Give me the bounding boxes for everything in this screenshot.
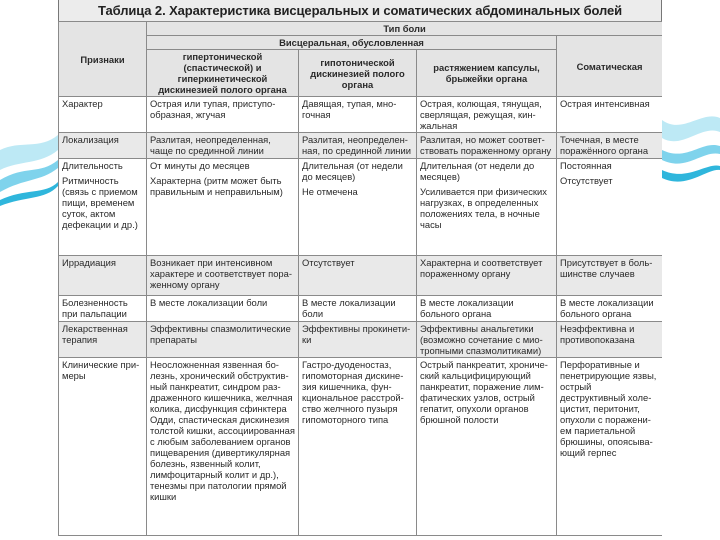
table-cell: Присутствует в большинстве случаев bbox=[557, 256, 663, 296]
swoosh-decoration-left bbox=[0, 0, 58, 540]
cell-duration: Постоянная bbox=[560, 160, 612, 171]
table-cell: Давящая, тупая, многочная bbox=[299, 97, 417, 133]
table-row bbox=[59, 159, 663, 256]
table-cell: Острая или тупая, приступообразная, жгучая bbox=[147, 97, 299, 133]
table-cell: В месте локализации больного органа bbox=[417, 296, 557, 322]
table-row bbox=[59, 97, 663, 133]
table-row bbox=[59, 256, 663, 296]
header-col-hypotonic: гипотонической дискинезией полого органа bbox=[299, 50, 417, 97]
table-cell: Гастро-дуоденостаз, гипомоторная дискинезия кишечника, функциональное расстройство желчного пузыря гипомоторного типа bbox=[299, 358, 417, 536]
table-cell: Эффективны анальгетики (возможно сочетание с миотропными спазмолитиками) bbox=[417, 322, 557, 358]
cell-duration: Длительная (от недели до месяцев) bbox=[420, 160, 535, 182]
header-somatic: Соматическая bbox=[557, 36, 663, 97]
table-cell: Острый панкреатит, хронический кальцифицирующий панкреатит, поражение лимфатических узлов, острый гепатит, опухоли органов брюшной полости bbox=[417, 358, 557, 536]
cell-rhythm: Характерна (ритм может быть правильным и неправильным) bbox=[150, 175, 283, 197]
row-feature: Характер bbox=[59, 97, 147, 133]
row-feature-rhythm: Ритмичность (связь с приемом пищи, временем суток, актом дефекации и др.) bbox=[62, 175, 138, 230]
swoosh-decoration-right bbox=[662, 0, 720, 540]
table-cell bbox=[147, 159, 299, 256]
table-title: Таблица 2. Характеристика висцеральных и соматических абдоминальных болей bbox=[58, 0, 662, 21]
row-feature bbox=[59, 159, 147, 256]
row-feature: Иррадиация bbox=[59, 256, 147, 296]
cell-rhythm: Отсутствует bbox=[560, 175, 613, 186]
table-cell: Перфоративные и пенетрирующие язвы, острый деструктивный холецистит, перитонит, опухоли с поражением париетальной брюшины, опоясывающий герпес bbox=[557, 358, 663, 536]
table-cell: Острая интенсивная bbox=[557, 97, 663, 133]
table-cell: Разлитая, неопределенная, чаще по срединной линии bbox=[147, 133, 299, 159]
table-row bbox=[59, 322, 663, 358]
table-cell bbox=[417, 159, 557, 256]
table-cell: Неосложненная язвенная болезнь, хронический обструктивный панкреатит, синдром раздраженного кишечника, желчная колика, дисфункция сфинктера Одди, спастическая дискинезия толстой кишки, ассоциированная с любым заболеванием органов пищеварения (дивертикулярная болезнь, язвенный колит, лимфоцитарный колит и др.), тенезмы при патологии прямой кишки bbox=[147, 358, 299, 536]
table-cell: Острая, колющая, тянущая, сверлящая, режущая, кинжальная bbox=[417, 97, 557, 133]
table-cell: Характерна и соответствует пораженному органу bbox=[417, 256, 557, 296]
row-feature-duration: Длительность bbox=[62, 160, 123, 171]
header-feature: Признаки bbox=[59, 22, 147, 97]
header-col-capsule: растяжением капсулы, брыжейки органа bbox=[417, 50, 557, 97]
header-visceral: Висцеральная, обусловленная bbox=[147, 36, 557, 50]
cell-rhythm: Усиливается при физических нагрузках, в определенных положениях тела, в ночные часы bbox=[420, 186, 547, 230]
table-cell: Разлитая, неопределенная, по срединной линии bbox=[299, 133, 417, 159]
row-feature: Клинические примеры bbox=[59, 358, 147, 536]
cell-duration: Длительная (от недели до месяцев) bbox=[302, 160, 403, 182]
pain-characteristics-table bbox=[58, 21, 662, 536]
table-row bbox=[59, 296, 663, 322]
background-left-decoration bbox=[0, 0, 58, 540]
table-cell: Разлитая, но может соответствовать пораженному органу bbox=[417, 133, 557, 159]
table-cell: Неэффективна и противопоказана bbox=[557, 322, 663, 358]
table-cell: Отсутствует bbox=[299, 256, 417, 296]
table-cell: Точечная, в месте поражённого органа bbox=[557, 133, 663, 159]
cell-rhythm: Не отмечена bbox=[302, 186, 358, 197]
cell-duration: От минуты до месяцев bbox=[150, 160, 250, 171]
table-cell: В месте локализации больного органа bbox=[557, 296, 663, 322]
header-col-hypertonic: гипертонической (спастической) и гиперкинетической дискинезией полого органа bbox=[147, 50, 299, 97]
background-right-decoration bbox=[662, 0, 720, 540]
table-row bbox=[59, 133, 663, 159]
table-cell: В месте локализации боли bbox=[147, 296, 299, 322]
document-sheet bbox=[58, 0, 662, 540]
table-cell bbox=[557, 159, 663, 256]
table-cell: В месте локализации боли bbox=[299, 296, 417, 322]
row-feature: Болезненность при пальпации bbox=[59, 296, 147, 322]
header-pain-type: Тип боли bbox=[147, 22, 663, 36]
table-cell: Эффективны спазмолитические препараты bbox=[147, 322, 299, 358]
table-cell: Возникает при интенсивном характере и соответствует пораженному органу bbox=[147, 256, 299, 296]
table-cell bbox=[299, 159, 417, 256]
table-cell: Эффективны прокинетики bbox=[299, 322, 417, 358]
row-feature: Локализация bbox=[59, 133, 147, 159]
row-feature: Лекарственная терапия bbox=[59, 322, 147, 358]
table-row bbox=[59, 358, 663, 536]
